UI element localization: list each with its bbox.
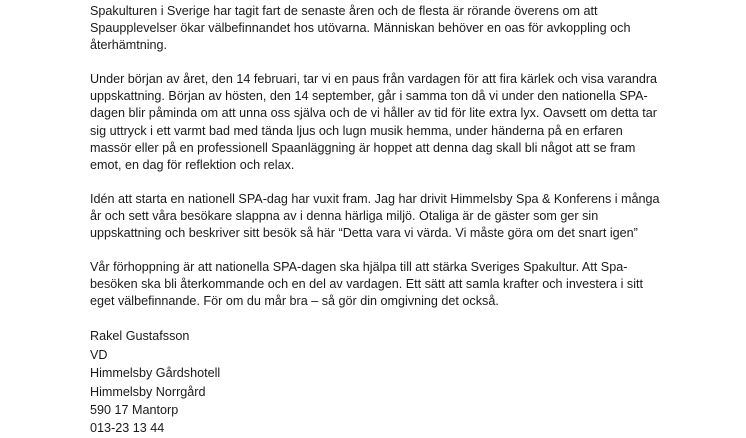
text-line: besöken ska bli återkommande och en del av vardagen. Ett sätt att samla krafter och investera i sitt [90, 277, 644, 292]
signature-title: VD [90, 347, 108, 362]
text-line: dagen blir påminda om att unna oss själva och de vi håller av tid för lite extra lyx. Oavsett om detta tar [90, 106, 658, 121]
signature-block [90, 327, 710, 437]
text-line: uppskattning. Början av hösten, den 14 september, går i samma ton då vi under den nationella SPA- [90, 89, 648, 104]
signature-address: Himmelsby Norrgård [90, 384, 206, 399]
text-line: Idén att starta en nationell SPA-dag har vuxit fram. Jag har drivit Himmelsby Spa & Konferens i många [90, 191, 660, 206]
text-line: år och sett våra besökare slappna av i denna härliga miljö. Otaliga är de gäster som ger sin [90, 208, 599, 223]
text-line: emot, en dag för reflektion och relax. [90, 157, 295, 172]
text-line: återhämtning. [90, 38, 168, 53]
text-line: uppskattning och beskriver sitt besök så här “Detta vara vi värda. Vi måste göra om det snart igen” [90, 226, 638, 241]
paragraph-hope [90, 259, 710, 310]
text-line: Vår förhoppning är att nationella SPA-dagen ska hjälpa till att stärka Sveriges Spakultur. Att Spa- [90, 260, 628, 275]
text-line: Spaupplevelser ökar välbefinnandet hos utövarna. Människan behöver en oas för avkoppling och [90, 21, 631, 36]
text-line: massör eller på en professionell Spaanläggning är hoppet att denna dag skall bli något att se fram [90, 140, 636, 155]
signature-company: Himmelsby Gårdshotell [90, 366, 221, 381]
text-line: eget välbefinnande. För om du mår bra – så gör din omgivning det också. [90, 294, 499, 309]
text-line: sig uttryck i ett varmt bad med tända ljus och lugn musik hemma, under händerna på en erfaren [90, 123, 623, 138]
document-body [90, 3, 710, 438]
signature-name: Rakel Gustafsson [90, 329, 190, 344]
paragraph-intro [90, 3, 710, 54]
text-line: Spakulturen i Sverige har tagit fart de senaste åren och de flesta är rörande överens om att [90, 4, 598, 18]
text-line: Under början av året, den 14 februari, tar vi en paus från vardagen för att fira kärlek och visa varandra [90, 72, 658, 87]
paragraph-dates [90, 71, 710, 174]
signature-phone: 013-23 13 44 [90, 421, 165, 436]
signature-postal: 590 17 Mantorp [90, 403, 179, 418]
paragraph-idea [90, 191, 710, 242]
